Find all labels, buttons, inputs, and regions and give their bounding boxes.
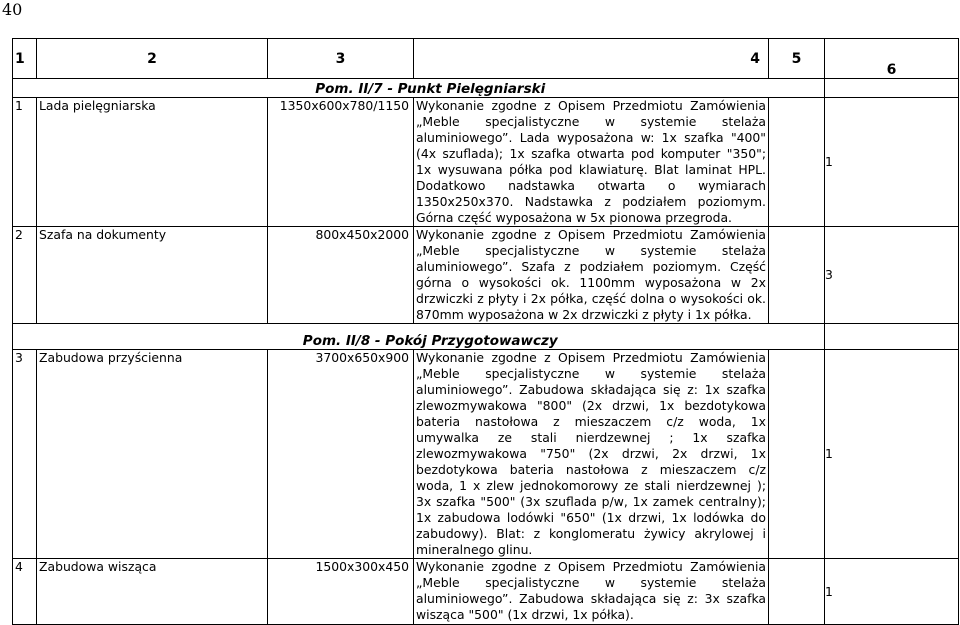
table-row (13, 559, 959, 625)
section-title: Pom. II/8 - Pokój Przygotowawczy (37, 324, 825, 350)
row-description: Wykonanie zgodne z Opisem Przedmiotu Zamówienia „Meble specjalistyczne w systemie stelaża aluminiowego”. Szafa z podziałem poziomym. Część górna o wysokości ok. 1100mm wyposażona w 2x drzwiczki z płyty i 2x półka, część dolna o wysokości ok. 870mm wyposażona w 2x drzwiczki z płyty i 1x półka. (414, 227, 769, 324)
header-row (13, 39, 959, 79)
row-dims: 3700x650x900 (268, 350, 414, 559)
row-quantity: 1 (825, 350, 959, 559)
furniture-table (12, 38, 959, 625)
row-lp: 1 (13, 98, 37, 227)
row-dims: 800x450x2000 (268, 227, 414, 324)
header-col-3: 3 (268, 39, 414, 79)
table-row (13, 350, 959, 559)
section-title: Pom. II/7 - Punkt Pielęgniarski (37, 79, 825, 98)
row-description: Wykonanie zgodne z Opisem Przedmiotu Zamówienia „Meble specjalistyczne w systemie stelaża aluminiowego”. Zabudowa składająca się z: 3x szafka wisząca "500" (1x drzwi, 1x półka). (414, 559, 769, 625)
row-lp: 4 (13, 559, 37, 625)
row-dims: 1500x300x450 (268, 559, 414, 625)
header-col-6: 6 (825, 39, 959, 79)
row-lp: 2 (13, 227, 37, 324)
row-name: Zabudowa wisząca (37, 559, 268, 625)
row-description: Wykonanie zgodne z Opisem Przedmiotu Zamówienia „Meble specjalistyczne w systemie stelaża aluminiowego”. Lada wyposażona w: 1x szafka "400" (4x szuflada); 1x szafka otwarta pod komputer "350"; 1x wysuwana półka pod klawiaturę. Blat laminat HPL. Dodatkowo nadstawka otwarta o wymiarach 1350x250x370. Nadstawka z podziałem poziomym. Górna część wyposażona w 5x pionowa przegroda. (414, 98, 769, 227)
header-col-5: 5 (769, 39, 825, 79)
table-row (13, 227, 959, 324)
row-quantity: 1 (825, 559, 959, 625)
row-dims: 1350x600x780/1150 (268, 98, 414, 227)
row-lp: 3 (13, 350, 37, 559)
page-number: 40 (2, 0, 23, 19)
header-col-4: 4 (414, 39, 769, 79)
row-quantity: 3 (825, 227, 959, 324)
section-row (13, 79, 959, 98)
table-row (13, 98, 959, 227)
header-col-1: 1 (13, 39, 37, 79)
header-col-2: 2 (37, 39, 268, 79)
row-name: Zabudowa przyścienna (37, 350, 268, 559)
row-quantity: 1 (825, 98, 959, 227)
row-description: Wykonanie zgodne z Opisem Przedmiotu Zamówienia „Meble specjalistyczne w systemie stelaża aluminiowego”. Zabudowa składająca się z: 1x szafka zlewozmywakowa "800" (2x drzwi, 1x bezdotykowa bateria nastołowa z mieszaczem c/z woda, 1x umywalka ze stali nierdzewnej ; 1x szafka zlewozmywakowa "750" (2x drzwi, 2x drzwi, 1x bezdotykowa bateria nastołowa z mieszaczem c/z woda, 1 x zlew jednokomorowy ze stali nierdzewnej ); 3x szafka "500" (3x szuflada p/w, 1x zamek centralny); 1x zabudowa lodówki "650" (1x drzwi, 1x lodówka do zabudowy). Blat: z konglomeratu żywicy akrylowej i mineralnego glinu. (414, 350, 769, 559)
row-name: Szafa na dokumenty (37, 227, 268, 324)
section-row (13, 324, 959, 350)
row-name: Lada pielęgniarska (37, 98, 268, 227)
